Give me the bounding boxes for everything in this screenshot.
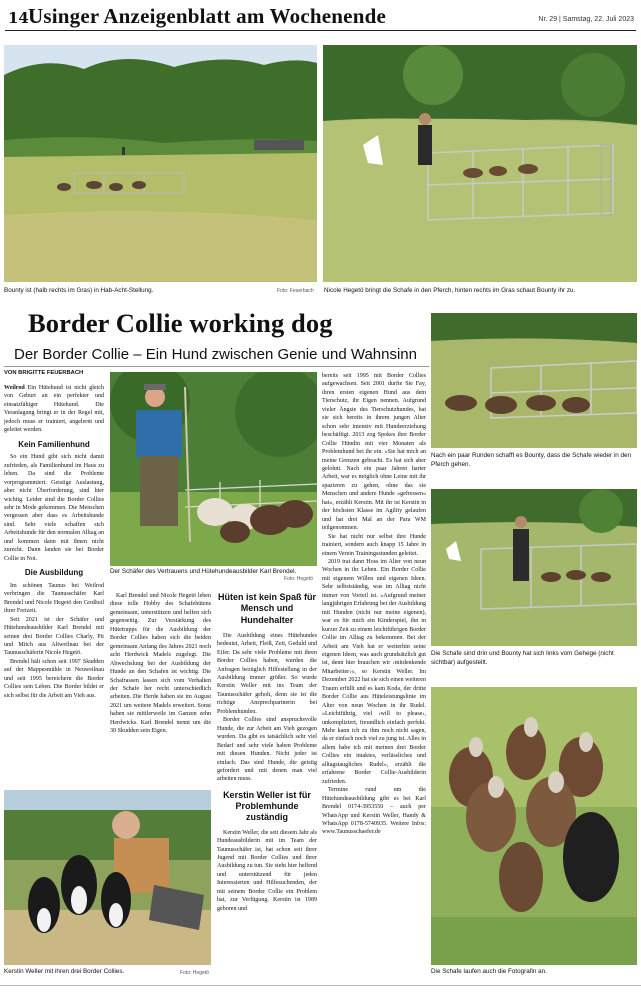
caption-right-1: Nach ein paar Runden schafft es Bounty, dass die Schafe wieder in den Pferch gehen. [431, 452, 631, 468]
article-column-3 [217, 592, 317, 982]
credit-bottom-left: Foto: Hegetö [180, 970, 209, 976]
photo-sheep-pen-field [4, 45, 317, 282]
col2-paragraph-1: Karl Brendel und Nicole Hegetö leben diese tolle Hobby des Schafehütens gemeinsam, unterstützen und helfen sich gegenseitig. Zur Verstärkung des Hütetrupps für die Ausbildung der Border Collies haben sich die beiden gemeinsam Anfang des Jahres 2021 noch acht Herdwick Madels zugelegt. Die Abwechslung bei der Ausbildung der Hunde an den Schafen ist wichtig. Die Schafrassen lassen sich vom Verhalten der Schafe her recht unterschiedlich arbeiten. Die Herde haben sie im August 2021 um weitere Madels erweitert. Sonst haben sie mittlerweile im Ganzen zehn Herdwicks. Karl Brendel nennt um die 30 Skudden sein Eigen. [110, 593, 211, 735]
article-column-1 [4, 384, 104, 784]
col1-paragraph-2: So ein Hund gibt sich nicht damit zufrieden, als Familienhund im Haus zu leben. Da sind die Probleme vorprogrammiert. Geistige Auslastung, aber nicht Überforderung, sind hier wichtig. Leider sind die Border Collies sehr in Mode gekommen. Die Menschen vergessen aber dass es Arbeitshunde sind. Sehr viele schaffen sich Arbeitshunde für den normalen Alltag an und kommen dann mit ihnen nicht zurecht. Dann landen sie bei Border Collie in Not. [4, 454, 104, 562]
col3-paragraph-3: Kerstin Weller, die seit diesem Jahr als Hundeausbilderin mit im Team der Taunusschäfer ist, hat schon seit ihrer Jugend mit Border Collies und ihrer Ausbildung zu tun. Sie steht hier helfend und unterstützend für jeden Interessierten und Hilfesuchenden, der mit seinem Border Collie ein Problem hat, zur Verfügung. Kerstin ist 1989 geboren und [217, 829, 317, 912]
caption-shepherd: Der Schäfer des Vertrauens und Hütehundeausbilder Karl Brendel. [110, 568, 297, 575]
caption-top-left: Bounty ist (halb rechts im Gras) in Hab-Acht-Stellung. [4, 287, 154, 294]
col1-paragraph-1: Ein Hütehund ist nicht gleich von Geburt an ein perfekter und einsatzfähiger Hütehund. Die Veranlagung bringt er in der Regel mit, jedoch muss er trainiert, angelernt und geleitet werden. [4, 385, 104, 434]
issue-date: Nr. 29 | Samstag, 22. Juli 2023 [538, 16, 634, 23]
col1-paragraph-3: Im schönen Taunus bei Weilrod verbringen die Taunusschäfer Karl Brendel und Nicole Hegetö den Großteil ihrer Freizeit. [4, 582, 104, 615]
photo-woman-sheep-pen [323, 45, 637, 282]
col4-paragraph-2: Sie hat nicht nur selbst ihre Hunde trainiert, sondern auch knapp 15 Jahre in einem Verein Trainingsstunden geleitet. [322, 533, 426, 557]
article-column-4 [322, 372, 426, 982]
photo-shepherd-karl-brendel [110, 372, 317, 566]
article-subheadline: Der Border Collie – Ein Hund zwischen Genie und Wahnsinn [14, 346, 417, 363]
photo-sheep-approaching [431, 687, 637, 965]
col1-paragraph-4: Seit 2021 ist der Schäfer und Hütehundeausbilder Karl Brendel mit seinen drei Border Collies Charly, Pit und Mitch aus Altweilnau bei der Taunusschäferin Nicole Hegetö. [4, 616, 104, 657]
subheading-kein-familienhund: Kein Familienhund [18, 439, 90, 449]
subheading-hueten-ist-kein-spass: Hüten ist kein Spaß für Mensch und Hundehalter [217, 592, 316, 625]
bottom-rule [0, 985, 641, 986]
photo-sheep-in-pen [431, 489, 637, 646]
dateline: Weilrod [4, 385, 25, 391]
byline: VON BRIGITTE FEUERBACH [4, 370, 84, 376]
subhead-rule [4, 366, 429, 367]
credit-top-left: Foto: Feuerbach [277, 288, 314, 294]
caption-bottom-right: Die Schafe laufen auch die Fotografin an. [431, 968, 547, 975]
article-headline: Border Collie working dog [28, 308, 333, 338]
photo-kerstin-weller-dogs [4, 790, 211, 965]
photo-sheep-returning [431, 313, 637, 448]
caption-right-2: Die Schafe sind drin und Bounty hat sich links vom Gehege (nicht sichtbar) aufgestellt. [431, 650, 614, 666]
header-rule [5, 30, 636, 31]
subheading-kerstin-weller: Kerstin Weller ist für Problemhunde zuständig [223, 789, 311, 823]
col1-paragraph-5: Brendel hält schon seit 1997 Skudden auf der Mappesmühle in Neuweilnau und seit 1995 bereichern die Border Collies sein Leben. Die Border bildet er sich selbst für die Arbeit am Vieh aus. [4, 658, 104, 699]
page-number: 14 [8, 9, 29, 27]
col3-paragraph-1: Die Ausbildung eines Hütehundes bedeutet, Arbeit, Fleiß, Zeit, Geduld und Eifer. Da sehr viele Probleme mit ihren Border Collies haben, wurden die Anfragen bezüglich Hilfestellung in der Ausbildung immer größer. So wurde Kerstin Weller mit ins Team der Taunusschäfer geholt, denn sie ist die richtige Ansprechpartnerin bei Problemhunden. [217, 632, 317, 715]
col4-paragraph-1: bereits seit 1995 mit Border Collies aufgewachsen. Seit 2001 durfte Sie Fay, ihren ersten eigenen Hund aus dem Tierschutz, ihr Eigen nennen. Aufgrund vieler Ängste des Tierschutzhundes, hat sie sich bereits in ihrem jungen Alter schon sehr intensiv mit Hundeerziehung beschäftigt. 2013 zog Spokes ihre Border Collie Hündin mit vier Monaten als Problemhund bei ihr ein. »Sie hat mich an meine Grenzen gebracht. Es hat sich aber gelohnt. Nach ein paar Jahren harter Arbeit, war es möglich ohne Leine mit ihr spazieren zu gehen, ohne das sie Menschen und andere Hunde »gefressen« hat«, erzählt Kerstin. Mit ihr ist Kerstin in der höchsten Klasse im Agility gelaufen und hat drei Mal an der Para WM teilgenommen. [322, 373, 426, 532]
credit-shepherd: Foto: Hegetö [284, 576, 313, 582]
col4-paragraph-4: Termine rund um die Hütehundeausbildung gibt es bei Karl Brendel 0174-3953550 – auch per WhatsApp und Kerstin Weller, Handy & WhatsApp 0178-5740935. Weitere Infos: www.Taunusschaefer.de [322, 787, 426, 836]
newspaper-title: Usinger Anzeigenblatt am Wochenende [28, 4, 386, 28]
col3-paragraph-2: Border Collies sind anspruchsvolle Hunde, die zur Arbeit am Vieh gezogen wurden. Da gibt es tatsächlich sehr viel Bedarf und sehr viele haben Probleme mit diesen Hunden. Nicht jeder ist einfach. Das sind Hunde, die geistig gefordert und mit denen man viel arbeiten muss. [217, 717, 317, 783]
caption-bottom-left: Kerstin Weller mit ihren drei Border Collies. [4, 968, 125, 975]
caption-top-right: Nicole Hegetö bringt die Schafe in den Pferch, hinten rechts im Gras schaut Bounty ihr zu. [324, 287, 576, 294]
col4-paragraph-3: 2019 trat dann Hoss im Alter von neun Wochen in ihr Leben. Ein Border Collie mit eigenem Willen und eigenen Ideen. Sehr selbstständig, was im Alltag nicht immer von Vorteil ist. »Aufgrund meiner langjährigen Erfahrung bei der Ausbildung mit Hunden (nicht nur meine eigenen), war es für mich ein Kinderspiel, ihn in kurzer Zeit zu einem leichtführigen Border Collie im Alltag zu bekommen. Bei der Arbeit am Vieh hat er weiterhin seine eigenen Ideen, was auch grundsätzlich gut ist, denn hier brauchen wir ›mitdenkende Mitarbeiter‹«, so Kerstin Weller. Im Dezember 2022 hat sie sich einen weiteren Traum erfüllt und es kam Koda, der dritte Border Collie aus Hüteleistungslinie im Alter von neun Wochen in ihr Rudel. »Leichtführig, viel ›will to please‹, unkompliziert, freundlich einfach perfekt. Mehr kann ich zu ihm noch nicht sagen, da er einfach noch viel zu jung ist. Alles in allem habe ich mit meinen drei Border Collies ein intaktes, verlässliches und alltagstaugliches Rudel«, erzählt die erfahrene Border Collie-Ausbilderin zufrieden. [322, 558, 426, 785]
article-column-2 [110, 592, 211, 782]
subheading-die-ausbildung: Die Ausbildung [24, 568, 84, 578]
